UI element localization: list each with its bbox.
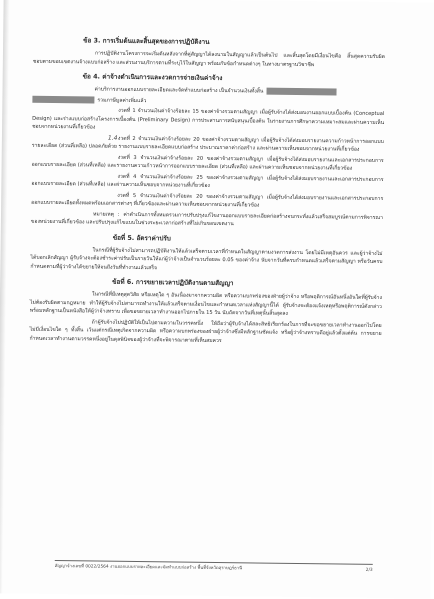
footer-contract-ref: สัญญาจ้างเลขที่ 0022/2564 งานออกแบบรายละเอียดและจัดทำแบบก่อสร้าง พื้นที่จังหวัดสุราษฎร์ธานี: [54, 564, 243, 572]
section-4-heading: ข้อ 4. ค่าจ้างดำเนินการและงวดการจ่ายเงินค่าจ้าง: [82, 72, 223, 83]
page-edge-shadow: [0, 0, 10, 593]
section-6-paragraph-2: ถ้าผู้รับจ้างไม่ปฏิบัติให้เป็นไปตามความในวรรคหนึ่ง ให้ถือว่าผู้รับจ้างได้สละสิทธิเรียกร้องในการที่จะขอขยายเวลาทำงานออกไปโดยไม่มีเงื่อนไขใด ๆ ทั้งสิ้น เว้นแต่กรณีเหตุเกิดจากความผิด หรือความบกพร่องของฝ่ายผู้ว่าจ้างซึ่งมีหลักฐานชัดแจ้ง หรือผู้ว่าจ้างทราบดีอยู่แล้วตั้งแต่ต้น การขยายกำหนดเวลาทำงานตามวรรคหนึ่งอยู่ในดุลพินิจของผู้ว่าจ้างที่จะพิจารณาตามที่เห็นสมควร: [29, 318, 382, 344]
installment-1: งวดที่ 1 จำนวนเงินค่าจ้างร้อยละ 15 ของค่าจ้างรวมตามสัญญา เมื่อผู้รับจ้างได้ส่งมอบงานออกแบบเบื้องต้น (Conceptual Design) และร่างแบบก่อสร้างโครงการเบื้องต้น (Preliminary Design) การประสานการสนับสนุนเบื้องต้น ในรายงานการศึกษาความเหมาะสมและผ่านความเห็นชอบจากหน่วยงานที่เกี่ยวข้อง: [32, 107, 385, 131]
section-4-fee-text: ค่าบริการงานออกแบบรายละเอียดและจัดทำแบบก่อสร้าง เป็นจำนวนเงินทั้งสิ้น: [94, 86, 264, 95]
installment-2: [32, 133, 384, 154]
handwritten-mark: 1.4: [107, 134, 118, 142]
section-4-note: หมายเหตุ : ค่าดำเนินการทั้งหมดรวมการปรับปรุงแก้ไขงานออกแบบรายละเอียดก่อสร้างจนกระทั่งแล้วเสร็จสมบูรณ์ตามการพิจารณาของหน่วยงานที่เกี่ยวข้อง และปรับปรุงแก้ไขแบบในช่วงระยะเวลาก่อสร้างที่ไม่เกินขอบเขตงาน: [30, 210, 384, 228]
redacted-amount: [266, 88, 336, 96]
redacted-amount-words: [32, 95, 94, 103]
installment-5: งวดที่ 5 จำนวนเงินค่าจ้างร้อยละ 20 ของค่าจ้างรวมตามสัญญา เมื่อผู้รับจ้างได้ส่งมอบรายงานและเอกสารประกอบการออกแบบรายละเอียดทั้งหมดพร้อมเอกสารต่างๆ ที่เกี่ยวข้องและผ่านความเห็นชอบจากหน่วยงานที่เกี่ยวข้อง: [31, 192, 384, 209]
installment-3: งวดที่ 3 จำนวนเงินค่าจ้างร้อยละ 20 ของค่าจ้างรวมตามสัญญา เมื่อผู้รับจ้างได้ส่งมอบรายงานและเอกสารประกอบการออกแบบรายละเอียด (ส่วนที่เหลือ) และรายงานความก้าวหน้าการออกแบบรายละเอียด (ส่วนที่เหลือ) และผ่านความเห็นชอบจากหน่วยงานที่เกี่ยวข้อง: [31, 154, 384, 172]
section-6-heading: ข้อที่ 6. การขยายเวลาปฏิบัติงานตามสัญญา: [112, 277, 234, 288]
section-4-fee-vat-text: รวมภาษีมูลค่าเพิ่มแล้ว: [97, 97, 147, 104]
footer-page-number: 2/3: [365, 567, 373, 573]
installment-4: งวดที่ 4 จำนวนเงินค่าจ้างร้อยละ 25 ของค่าจ้างรวมตามสัญญา เมื่อผู้รับจ้างได้ส่งมอบรายงานและเอกสารประกอบการออกแบบรายละเอียด (ส่วนที่เหลือ) และผ่านความเห็นชอบจากหน่วยงานที่เกี่ยวข้อง: [31, 173, 384, 189]
section-5-heading: ข้อที่ 5. อัตราค่าปรับ: [112, 233, 171, 242]
section-5-paragraph: ในกรณีที่ผู้รับจ้างไม่สามารถปฏิบัติงานให้แล้วเสร็จตามเวลาที่กำหนดในสัญญาตามงวดการส่งงาน โดยไม่มีเหตุอันควร และผู้ว่าจ้างไม่ได้บอกเลิกสัญญา ผู้รับจ้างจะต้องชำระค่าปรับเป็นรายวันให้แก่ผู้ว่าจ้างเป็นจำนวนร้อยละ 0.05 ของค่าจ้าง นับจากวันที่ครบกำหนดแล้วเสร็จตามสัญญา หรือวันครบกำหนดตามที่ผู้ว่าจ้างได้ขยายให้จนถึงวันที่ทำงานแล้วเสร็จ: [30, 246, 383, 271]
document-body: [29, 36, 385, 349]
section-3-heading: ข้อ 3. การเริ่มต้นและสิ้นสุดของการปฏิบัติงาน: [83, 36, 210, 46]
section-3-paragraph: การปฏิบัติงานโครงการจะเริ่มต้นหลังจากที่คู่สัญญาได้ลงนามในสัญญาแล้วเป็นต้นไป และสิ้นสุดโดยมีเงื่อนไขคือ สิ้นสุดความรับผิดชอบตามขอบเขตงานจ้างแบบก่อสร้าง และส่วนงานบริการตามที่ระบุไว้ในสัญญา พร้อมกับข้อกำหนดต่างๆ ในทางมาตรฐานวิชาชีพ: [32, 50, 385, 68]
section-6-paragraph-1: ในกรณีที่มีเหตุสุดวิสัย หรือเหตุใด ๆ อันเนื่องมาจากความผิด หรือความบกพร่องของฝ่ายผู้ว่าจ้าง หรือพฤติการณ์อันหนึ่งอันใดที่ผู้รับจ้างไม่ต้องรับผิดตามกฎหมาย ทำให้ผู้รับจ้างไม่สามารถทำงานให้แล้วเสร็จตามเงื่อนไขและกำหนดเวลาแห่งสัญญานี้ได้ ผู้รับจ้างจะต้องแจ้งเหตุหรือพฤติการณ์ดังกล่าว พร้อมหลักฐานเป็นหนังสือให้ผู้ว่าจ้างทราบ เพื่อขอขยายเวลาทำงานออกไปภายใน 15 วัน นับถัดจากวันที่เหตุนั้นสิ้นสุดลง: [29, 291, 383, 317]
page-footer: [54, 560, 373, 573]
installment-2-text: งวดที่ 2 จำนวนเงินค่าจ้างร้อยละ 20 ของค่าจ้างรวมตามสัญญา เมื่อผู้รับจ้างได้ส่งมอบรายงานความก้าวหน้าการออกแบบรายละเอียด (ส่วนที่เหลือ) ปลอดภัยด้วย รายงานแบบรายละเอียดแบบก่อสร้าง ประมาณราคาค่าก่อสร้าง และผ่านความเห็นชอบจากหน่วยงานที่เกี่ยวข้อง: [31, 135, 384, 153]
